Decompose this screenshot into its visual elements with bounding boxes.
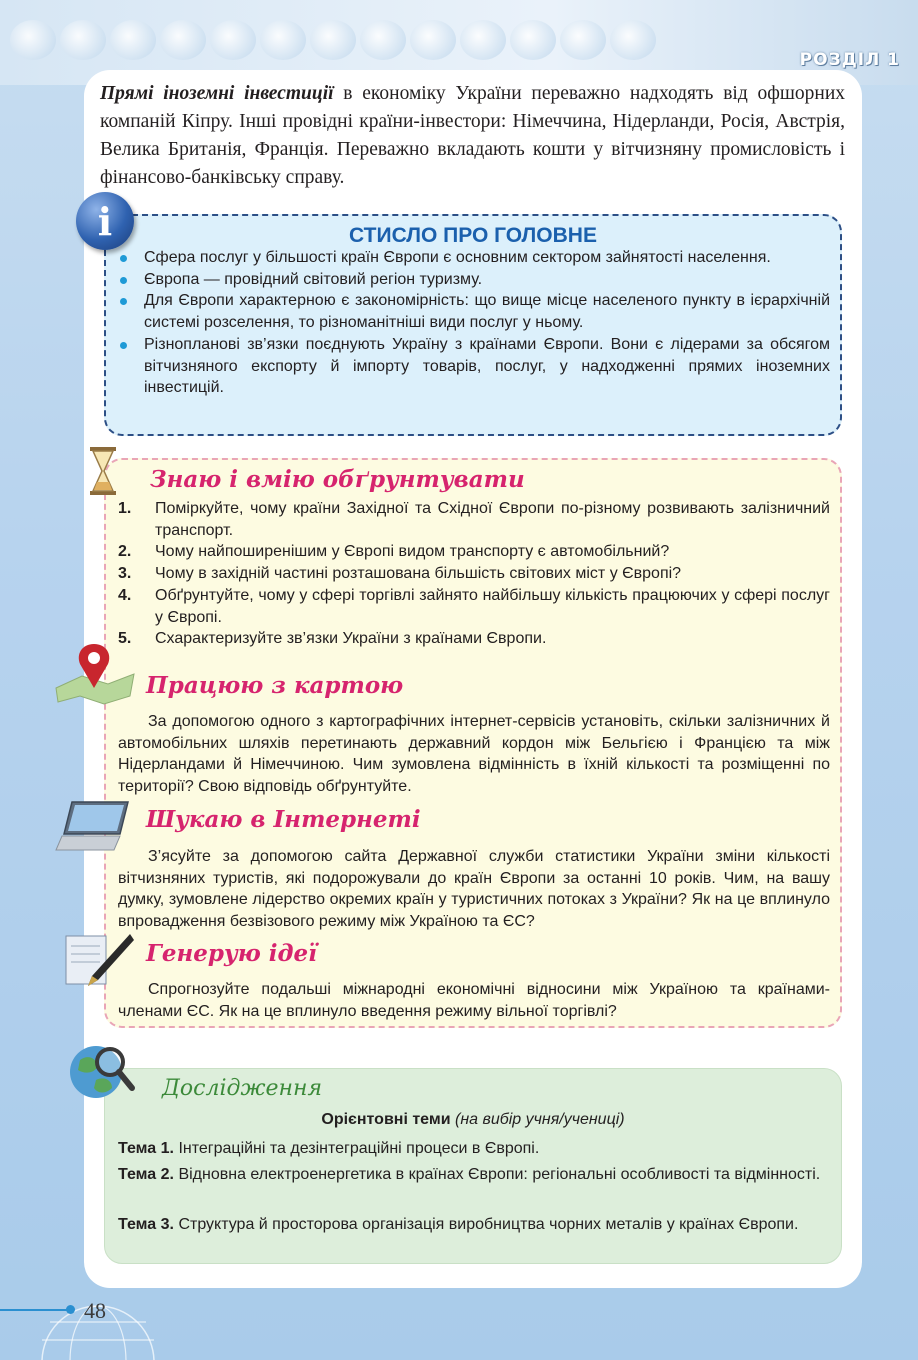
task-number: 5.	[118, 630, 132, 648]
task-item	[118, 498, 830, 541]
decorative-circles	[10, 20, 656, 60]
topics-title	[104, 1111, 842, 1129]
topic-label: Тема 2.	[118, 1166, 174, 1183]
page-number: 48	[84, 1298, 106, 1323]
research-heading: Дослідження	[162, 1076, 323, 1101]
summary-item: Для Європи характерною є закономірність: що вище місце населеного пункту в ієрархічній системі розселення, то різноманітніші види послуг у ньому.	[118, 290, 830, 333]
page-number-line	[0, 1309, 70, 1311]
topics-label: Орієнтовні теми	[321, 1111, 451, 1128]
summary-title: СТИСЛО ПРО ГОЛОВНЕ	[349, 224, 597, 247]
section-tag: РОЗДІЛ 1	[799, 50, 900, 70]
task-text: Обґрунтуйте, чому у сфері торгівлі зайнято найбільшу кількість працюючих у сфері послуг у Європі.	[155, 586, 830, 626]
laptop-icon	[54, 800, 132, 852]
task-number: 4.	[118, 586, 132, 604]
topic-label: Тема 1.	[118, 1140, 174, 1157]
task-text: Чому найпоширенішим у Європі видом транспорту є автомобільний?	[155, 543, 670, 561]
ideas-paragraph: Спрогнозуйте подальші міжнародні економічні відносини між Україною та країнами-членами ЄС. Як на це вплинуло введення режиму вільної торгівлі?	[118, 981, 830, 1020]
map-heading: Працюю з картою	[146, 672, 404, 699]
task-item	[118, 585, 830, 628]
topic-item	[118, 1214, 836, 1236]
task-text: Чому в західній частині розташована більшість світових міст у Європі?	[155, 565, 682, 583]
page-number-dot	[66, 1305, 75, 1314]
task-text: Поміркуйте, чому країни Західної та Східної Європи по-різному розвивають залізничний транспорт.	[155, 500, 830, 539]
topic-text: Структура й просторова організація виробництва чорних металів у країнах Європи.	[178, 1216, 799, 1233]
topics-note: (на вибір учня/учениці)	[454, 1111, 625, 1128]
info-icon: i	[76, 192, 134, 250]
topic-text: Інтеграційні та дезінтеграційні процеси в Європі.	[178, 1140, 540, 1157]
intro-paragraph	[100, 80, 845, 192]
topic-item	[118, 1138, 836, 1160]
internet-paragraph: З’ясуйте за допомогою сайта Державної служби статистики України зміни кількості вітчизняних туристів, які подорожували до країн Європи за останні 10 років. Чим, на вашу думку, зумовлене лідерство окремих країн у туристичних потоках з України? Як на це вплинуло впровадження безвізового режиму між Україною та ЄС?	[118, 848, 830, 931]
summary-item: Різнопланові зв’язки поєднують Україну з країнами Європи. Вони є лідерами за обсягом вітчизняного експорту й імпорту товарів, послуг, у надходженні прямих іноземних інвестицій.	[118, 334, 830, 399]
tasks-list	[118, 498, 830, 650]
ideas-heading: Генерую ідеї	[146, 940, 317, 967]
task-item	[118, 628, 830, 650]
internet-heading: Шукаю в Інтернеті	[146, 806, 421, 833]
task-text: Схарактеризуйте зв’язки України з країнами Європи.	[155, 630, 547, 648]
summary-item: Європа — провідний світовий регіон туризму.	[118, 269, 830, 291]
topic-item	[118, 1164, 836, 1186]
intro-bold-term: Прямі іноземні інвестиції	[100, 83, 334, 104]
hourglass-icon	[88, 446, 118, 496]
intro-text: в економіку України переважно надходять від офшорних компаній Кіпру. Інші провідні країни-інвестори: Німеччина, Нідерланди, Росія, Австрія, Велика Британія, Франція. Переважно вкладають кошти у вітчизняну промисловість і фінансово-банківську справу.	[100, 83, 846, 188]
map-pin-icon	[52, 640, 138, 706]
map-paragraph: За допомогою одного з картографічних інтернет-сервісів установіть, скільки залізничних й автомобільних шляхів перетинають державний кордон між Бельгією і Францією та між Нідерландами й Німеччиною. Чим зумовлена відмінність в їхній кількості та розміщенні по території? Свою відповідь обґрунтуйте.	[118, 713, 830, 796]
task-number: 1.	[118, 500, 132, 517]
summary-item: Сфера послуг у більшості країн Європи є основним сектором зайнятості населення.	[118, 247, 830, 269]
summary-list	[118, 247, 830, 399]
topic-label: Тема 3.	[118, 1216, 174, 1233]
task-number: 2.	[118, 543, 132, 561]
topic-text: Відновна електроенергетика в країнах Європи: регіональні особливості та відмінності.	[178, 1166, 821, 1183]
tasks-heading: Знаю і вмію обґрунтувати	[150, 466, 525, 493]
task-item	[118, 541, 830, 563]
task-item	[118, 563, 830, 585]
task-number: 3.	[118, 565, 132, 583]
globe-magnifier-icon	[66, 1040, 138, 1110]
